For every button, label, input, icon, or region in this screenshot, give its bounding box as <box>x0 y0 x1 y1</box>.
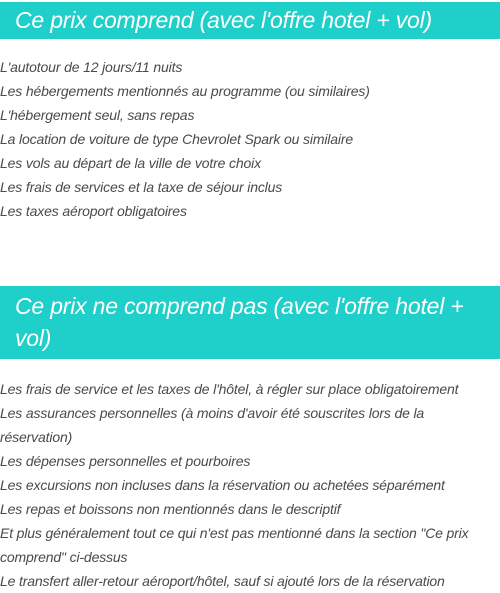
list-item: L'hébergement seul, sans repas <box>0 107 195 123</box>
list-item: La location de voiture de type Chevrolet Spark ou similaire <box>0 131 354 147</box>
excluded-list <box>0 377 500 593</box>
list-item: Le transfert aller-retour aéroport/hôtel, sauf si ajouté lors de la réservation <box>0 573 445 589</box>
list-item: Les assurances personnelles (à moins d'avoir été souscrites lors de la réservation) <box>0 405 425 445</box>
list-item: Les excursions non incluses dans la réservation ou achetées séparément <box>0 477 445 493</box>
list-item: Les hébergements mentionnés au programme (ou similaires) <box>0 83 370 99</box>
list-item: Les repas et boissons non mentionnés dans le descriptif <box>0 501 341 517</box>
included-list <box>0 55 500 223</box>
list-item: Les frais de services et la taxe de séjour inclus <box>0 179 283 195</box>
list-item: Les dépenses personnelles et pourboires <box>0 453 251 469</box>
excluded-section-title: Ce prix ne comprend pas (avec l'offre hotel + vol) <box>0 286 500 359</box>
list-item: L'autotour de 12 jours/11 nuits <box>0 59 183 75</box>
list-item: Les vols au départ de la ville de votre choix <box>0 155 261 171</box>
list-item: Les taxes aéroport obligatoires <box>0 203 187 219</box>
list-item: Les frais de service et les taxes de l'hôtel, à régler sur place obligatoirement <box>0 381 459 397</box>
included-section-title: Ce prix comprend (avec l'offre hotel + vol) <box>0 2 500 39</box>
list-item: Et plus généralement tout ce qui n'est pas mentionné dans la section "Ce prix comprend" ci-dessus <box>0 525 469 565</box>
